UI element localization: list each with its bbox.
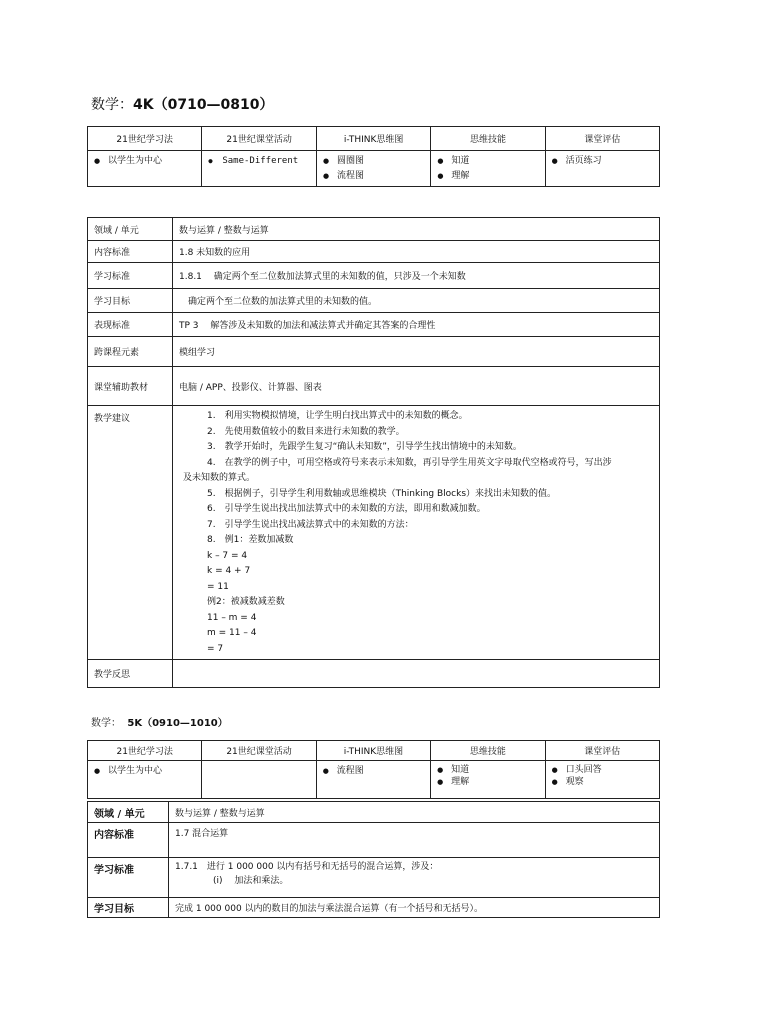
teaching-aids-value: 电脑 / APP、投影仪、计算器、图表 — [173, 367, 660, 406]
header-thinking-skills: 思维技能 — [431, 127, 545, 151]
section2-detail-table — [87, 801, 660, 918]
section1-overview-table — [87, 126, 660, 187]
section2-title-main: 5K（0910—1010） — [127, 718, 228, 729]
cell-thinking-skills — [431, 151, 545, 187]
suggestion-item: 8. 例1：差数加减数 — [207, 535, 294, 545]
section1-title — [91, 94, 274, 114]
example-line: 11 – m = 4 — [207, 612, 257, 623]
domain-label: 领域 / 单元 — [88, 802, 169, 823]
list-item: ● 流程图 — [323, 169, 424, 184]
learning-standard-label: 学习标准 — [88, 263, 173, 289]
domain-value: 数与运算 / 整数与运算 — [173, 218, 660, 241]
cell-learning-method — [88, 761, 202, 799]
learning-standard-line: (i) 加法和乘法。 — [213, 876, 289, 886]
header-class-activity: 21世纪课堂活动 — [202, 741, 316, 761]
cell-class-activity — [202, 151, 317, 187]
learning-objective-value: 确定两个至二位数的加法算式里的未知数的值。 — [173, 289, 660, 313]
cell-assessment — [545, 761, 659, 799]
cell-thinking-skills — [431, 761, 545, 799]
section2-title-prefix: 数学： — [91, 718, 121, 729]
example-line: = 7 — [207, 643, 224, 654]
example-line: k = 4 + 7 — [207, 566, 251, 576]
header-ithink: i-THINK思维图 — [316, 741, 430, 761]
suggestion-item: 1. 利用实物模拟情境，让学生明白找出算式中的未知数的概念。 — [207, 411, 468, 421]
content-standard-label: 内容标准 — [88, 823, 169, 858]
learning-objective-label: 学习目标 — [88, 898, 169, 918]
list-item: ● 观察 — [552, 776, 653, 788]
list-item: ● 理解 — [437, 776, 538, 788]
list-item: ● 活页练习 — [552, 154, 653, 169]
list-item: ● 知道 — [437, 154, 538, 169]
suggestion-continuation: 及未知数的算式。 — [183, 473, 256, 483]
cross-curricular-value: 模组学习 — [173, 337, 660, 367]
section1-title-main: 4K（0710—0810） — [133, 97, 274, 113]
learning-standard-value: 1.8.1 确定两个至二位数加法算式里的未知数的值，只涉及一个未知数 — [173, 263, 660, 289]
section1-title-prefix: 数学： — [91, 97, 133, 113]
list-item: ● 理解 — [437, 169, 538, 184]
example-line: = 11 — [207, 581, 229, 592]
suggestion-item: 4. 在教学的例子中，可用空格或符号来表示未知数，再引导学生用英文字母取代空格或符号，写出涉 — [207, 457, 612, 468]
header-ithink: i-THINK思维图 — [316, 127, 430, 151]
domain-value: 数与运算 / 整数与运算 — [169, 802, 660, 823]
example-line: k – 7 = 4 — [207, 550, 248, 561]
cell-ithink — [316, 761, 430, 799]
learning-standard-line: 1.7.1 进行 1 000 000 以内有括号和无括号的混合运算，涉及： — [175, 862, 439, 872]
section2-overview-table — [87, 740, 660, 799]
suggestion-item: 5. 根据例子，引导学生利用数轴或思维模块（Thinking Blocks）来找出未知数的值。 — [207, 488, 557, 499]
content-standard-value: 1.8 未知数的应用 — [173, 241, 660, 263]
header-assessment: 课堂评估 — [545, 127, 659, 151]
performance-standard-label: 表现标准 — [88, 313, 173, 337]
list-item: ● 口头回答 — [552, 764, 653, 776]
teaching-suggestion-content — [173, 406, 660, 660]
header-assessment: 课堂评估 — [545, 741, 659, 761]
teaching-reflection-label: 教学反思 — [88, 660, 173, 688]
cell-assessment — [545, 151, 659, 187]
header-class-activity: 21世纪课堂活动 — [202, 127, 317, 151]
header-thinking-skills: 思维技能 — [431, 741, 545, 761]
learning-standard-label: 学习标准 — [88, 858, 169, 898]
teaching-suggestion-label: 教学建议 — [88, 406, 173, 660]
header-learning-method: 21世纪学习法 — [88, 127, 202, 151]
cell-learning-method — [88, 151, 202, 187]
suggestion-item: 3. 教学开始时，先跟学生复习“确认未知数”，引导学生找出情境中的未知数。 — [207, 442, 522, 452]
content-standard-value: 1.7 混合运算 — [169, 823, 660, 858]
performance-standard-value: TP 3 解答涉及未知数的加法和减法算式并确定其答案的合理性 — [173, 313, 660, 337]
section1-detail-table — [87, 217, 660, 688]
example-line: 例2：被减数减差数 — [207, 597, 285, 607]
section2-title — [91, 714, 228, 729]
learning-objective-label: 学习目标 — [88, 289, 173, 313]
teaching-aids-label: 课堂辅助教材 — [88, 367, 173, 406]
learning-standard-value — [169, 858, 660, 898]
cell-class-activity — [202, 761, 316, 799]
teaching-reflection-value — [173, 660, 660, 688]
list-item: ● 知道 — [437, 764, 538, 776]
header-learning-method: 21世纪学习法 — [88, 741, 202, 761]
list-item: ● 流程图 — [323, 764, 424, 779]
learning-objective-value: 完成 1 000 000 以内的数目的加法与乘法混合运算（有一个括号和无括号）。 — [169, 898, 660, 918]
cell-ithink — [316, 151, 430, 187]
list-item: ● 圆圈图 — [323, 154, 424, 169]
suggestion-item: 6. 引导学生说出找出加法算式中的未知数的方法，即用和数减加数。 — [207, 504, 486, 514]
list-item: ● Same-Different — [208, 154, 310, 169]
domain-label: 领域 / 单元 — [88, 218, 173, 241]
cross-curricular-label: 跨课程元素 — [88, 337, 173, 367]
list-item: ● 以学生为中心 — [94, 764, 195, 779]
suggestion-item: 7. 引导学生说出找出减法算式中的未知数的方法： — [207, 519, 414, 530]
example-line: m = 11 – 4 — [207, 628, 257, 638]
suggestion-item: 2. 先使用数值较小的数目来进行未知数的教学。 — [207, 426, 405, 437]
list-item: ● 以学生为中心 — [94, 154, 195, 169]
content-standard-label: 内容标准 — [88, 241, 173, 263]
